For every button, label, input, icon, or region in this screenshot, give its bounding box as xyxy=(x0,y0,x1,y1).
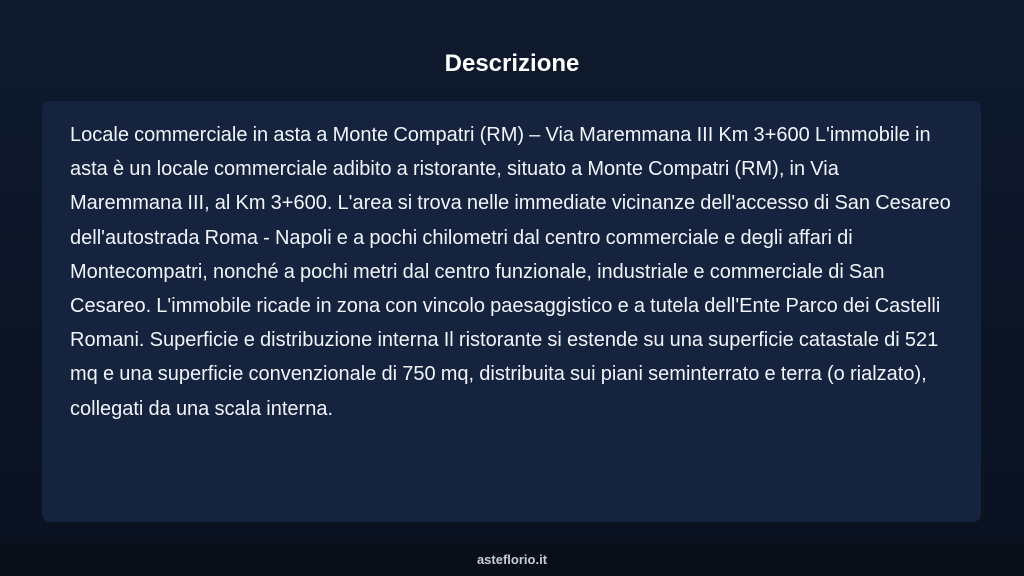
description-card xyxy=(42,101,981,522)
page-title: Descrizione xyxy=(444,50,580,77)
description-text: Locale commerciale in asta a Monte Compatri (RM) – Via Maremmana III Km 3+600 L'immobile in asta è un locale commerciale adibito a ristorante, situato a Monte Compatri (RM), in Via Maremmana III, al Km 3+600. L'area si trova nelle immediate vicinanze dell'accesso di San Cesareo dell'autostrada Roma - Napoli e a pochi chilometri dal centro commerciale e degli affari di Montecompatri, nonché a pochi metri dal centro funzionale, industriale e commerciale di San Cesareo. L'immobile ricade in zona con vincolo paesaggistico e a tutela dell'Ente Parco dei Castelli Romani. Superficie e distribuzione interna Il ristorante si estende su una superficie catastale di 521 mq e una superficie convenzionale di 750 mq, distribuita sui piani seminterrato e terra (o rialzato), collegati da una scala interna. xyxy=(70,124,951,420)
footer-bar xyxy=(0,543,1024,576)
footer-site-label: asteflorio.it xyxy=(476,552,548,567)
